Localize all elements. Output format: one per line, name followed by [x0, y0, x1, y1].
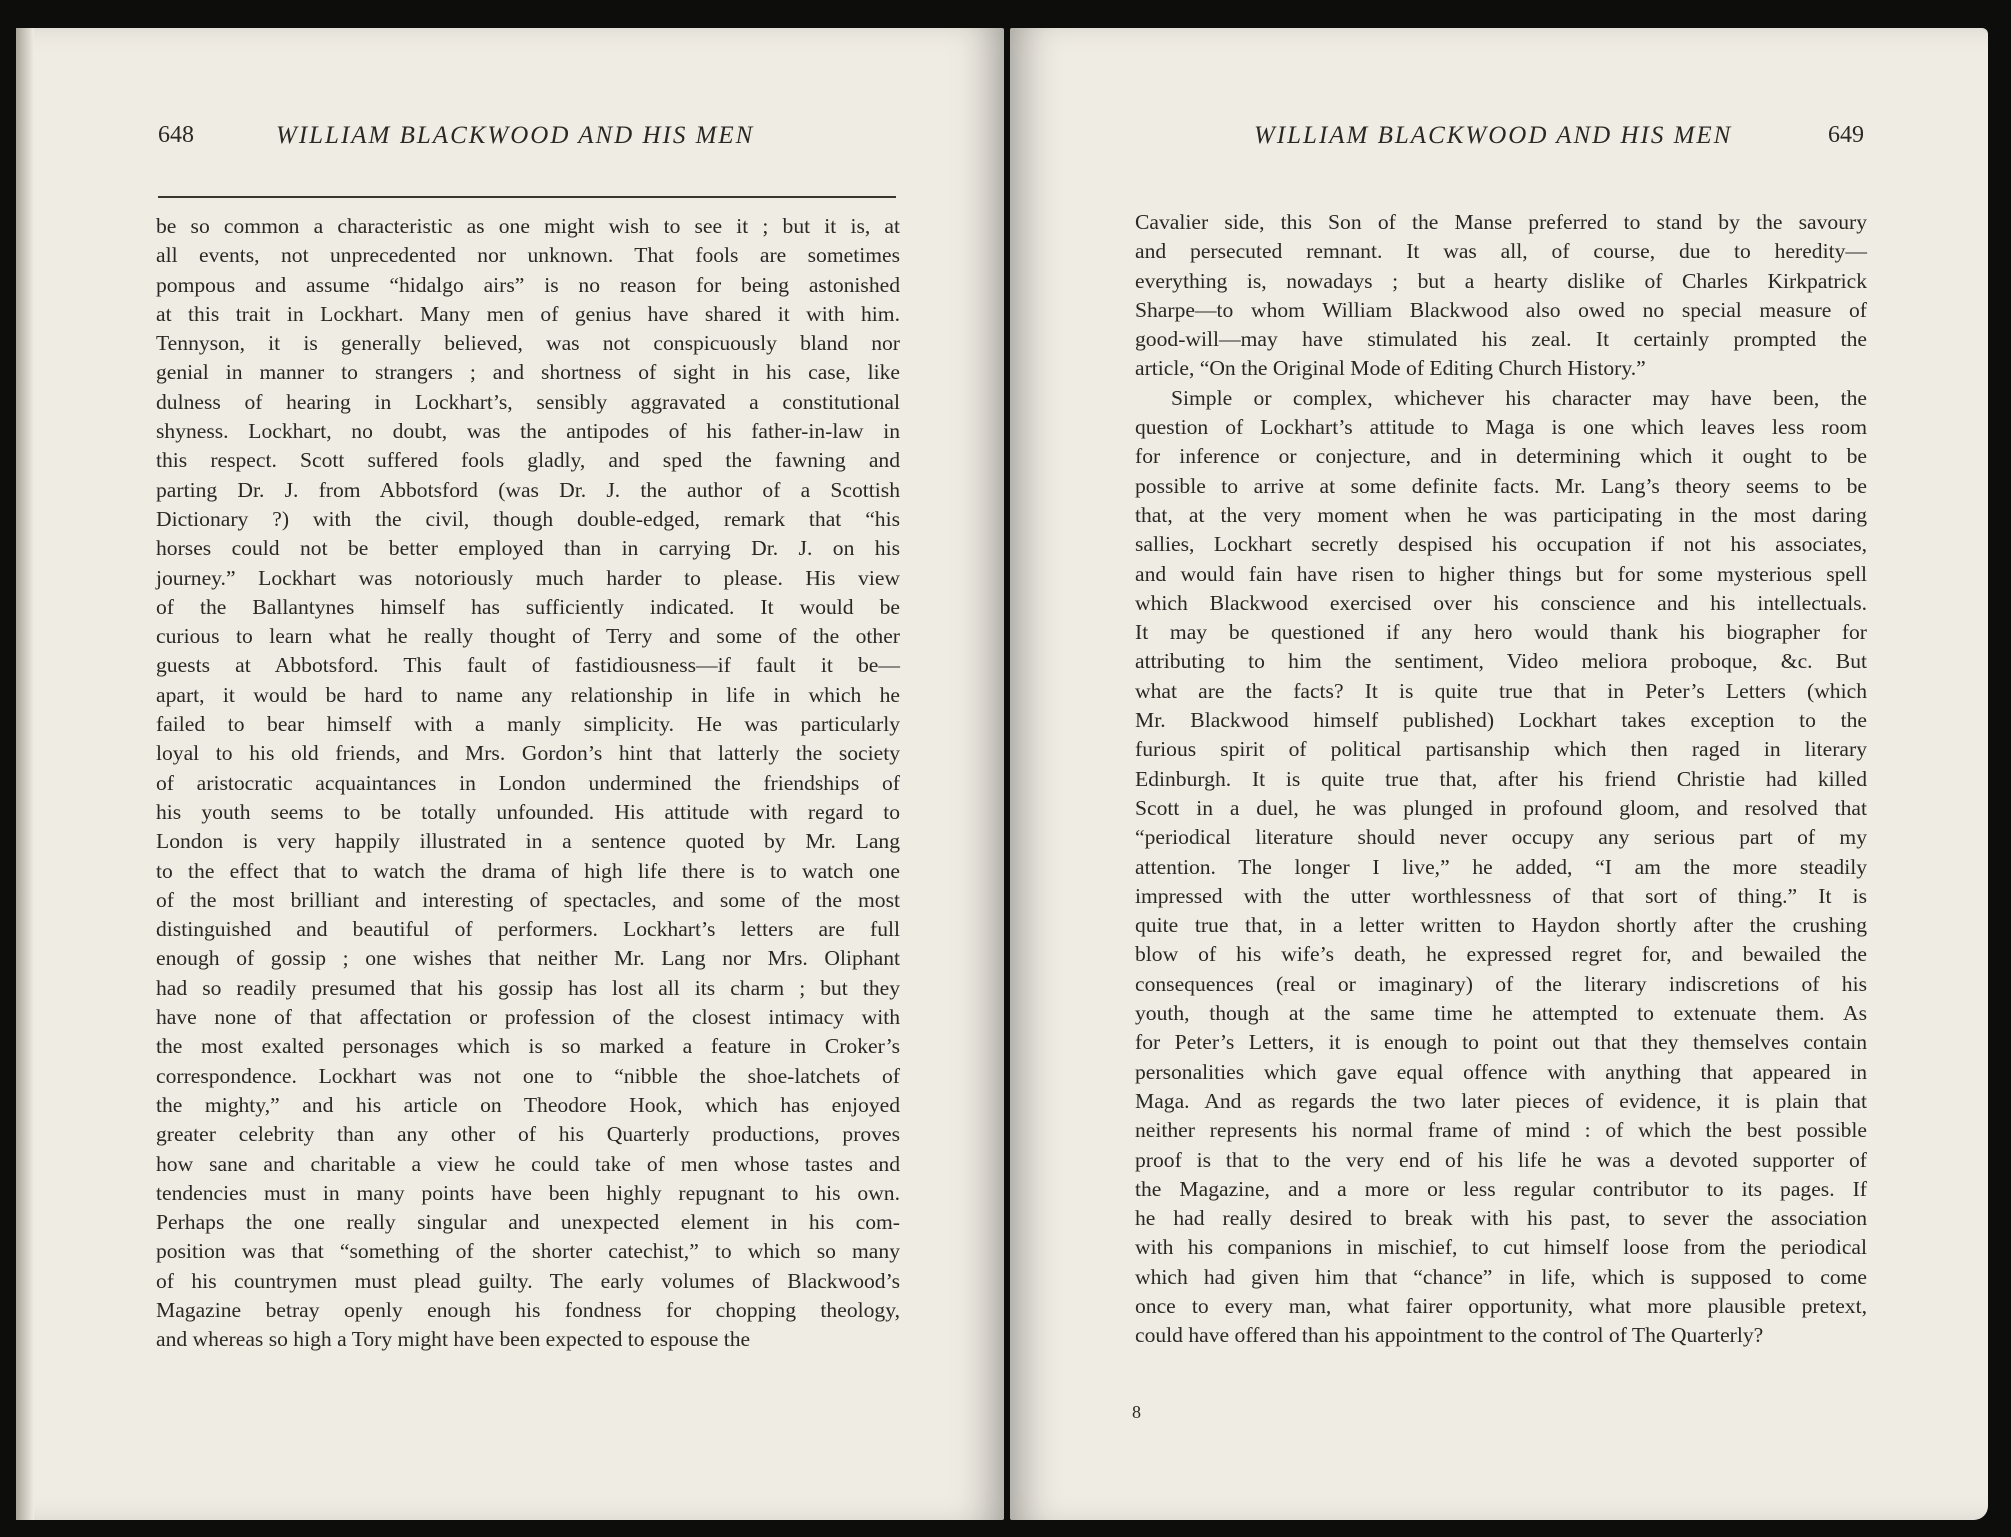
text-line: at this trait in Lockhart. Many men of genius have shared it with him. [156, 301, 900, 326]
text-line: the mighty,” and his article on Theodore Hook, which has enjoyed [156, 1092, 900, 1117]
text-line: the most exalted personages which is so marked a feature in Croker’s [156, 1034, 900, 1059]
text-line: that, at the very moment when he was participating in the most daring [1135, 502, 1867, 527]
header-rule [158, 196, 896, 198]
text-line: article, “On the Original Mode of Editing Church History.” [1135, 356, 1646, 381]
text-line: which Blackwood exercised over his conscience and his intellectuals. [1135, 590, 1867, 615]
text-line: of aristocratic acquaintances in London undermined the friendships of [156, 770, 900, 795]
right-page-text [1135, 208, 1867, 1351]
text-line: Edinburgh. It is quite true that, after his friend Christie had killed [1135, 766, 1867, 791]
text-line: It may be questioned if any hero would thank his biographer for [1135, 620, 1867, 645]
text-line: horses could not be better employed than in carrying Dr. J. on his [156, 536, 900, 561]
text-line: tendencies must in many points have been highly repugnant to his own. [156, 1180, 900, 1205]
text-line: what are the facts? It is quite true that in Peter’s Letters (which [1135, 678, 1867, 703]
text-line: position was that “something of the shorter catechist,” to which so many [156, 1239, 900, 1264]
text-line: blow of his wife’s death, he expressed regret for, and bewailed the [1135, 942, 1867, 967]
text-line: had so readily presumed that his gossip has lost all its charm ; but they [156, 975, 900, 1000]
text-line: Simple or complex, whichever his character may have been, the [1171, 385, 1867, 410]
text-line: parting Dr. J. from Abbotsford (was Dr. J. the author of a Scottish [156, 477, 900, 502]
text-line: failed to bear himself with a manly simplicity. He was particularly [156, 712, 900, 737]
text-line: sallies, Lockhart secretly despised his occupation if not his associates, [1135, 532, 1867, 557]
text-line: attention. The longer I live,” he added, “I am the more steadily [1135, 854, 1867, 879]
text-line: the Magazine, and a more or less regular contributor to its pages. If [1135, 1176, 1867, 1201]
text-line: everything is, nowadays ; but a hearty dislike of Charles Kirkpatrick [1135, 268, 1867, 293]
text-line: “periodical literature should never occupy any serious part of my [1135, 825, 1867, 850]
text-line: London is very happily illustrated in a sentence quoted by Mr. Lang [156, 829, 900, 854]
text-line: guests at Abbotsford. This fault of fastidiousness—if fault it be— [156, 653, 900, 678]
text-line: for Peter’s Letters, it is enough to point out that they themselves contain [1135, 1030, 1867, 1055]
signature-mark: 8 [1132, 1402, 1141, 1422]
text-line: quite true that, in a letter written to Haydon shortly after the crushing [1135, 913, 1867, 938]
text-line: youth, though at the same time he attempted to extenuate them. As [1135, 1001, 1867, 1026]
text-line: question of Lockhart’s attitude to Maga is one which leaves less room [1135, 415, 1867, 440]
right-running-head-title: WILLIAM BLACKWOOD AND HIS MEN [1254, 122, 1733, 149]
right-page-number: 649 [1828, 122, 1864, 148]
text-line: journey.” Lockhart was notoriously much harder to please. His view [156, 565, 900, 590]
text-line: which had given him that “chance” in life, which is supposed to come [1135, 1264, 1867, 1289]
left-running-head-title: WILLIAM BLACKWOOD AND HIS MEN [276, 122, 755, 149]
text-line: Magazine betray openly enough his fondness for chopping theology, [156, 1297, 900, 1322]
text-line: Tennyson, it is generally believed, was not conspicuously bland nor [156, 331, 900, 356]
text-line: have none of that affectation or profession of the closest intimacy with [156, 1005, 900, 1030]
text-line: correspondence. Lockhart was not one to “nibble the shoe-latchets of [156, 1063, 900, 1088]
text-line: Scott in a duel, he was plunged in profound gloom, and resolved that [1135, 795, 1867, 820]
text-line: consequences (real or imaginary) of the literary indiscretions of his [1135, 971, 1867, 996]
text-line: Mr. Blackwood himself published) Lockhart takes exception to the [1135, 708, 1867, 733]
text-line: Dictionary ?) with the civil, though double-edged, remark that “his [156, 506, 900, 531]
text-line: of the Ballantynes himself has sufficiently indicated. It would be [156, 594, 900, 619]
text-line: for inference or conjecture, and in determining which it ought to be [1135, 444, 1867, 469]
text-line: to the effect that to watch the drama of high life there is to watch one [156, 858, 900, 883]
text-line: with his companions in mischief, to cut himself loose from the periodical [1135, 1235, 1867, 1260]
text-line: enough of gossip ; one wishes that neither Mr. Lang nor Mrs. Oliphant [156, 946, 900, 971]
right-running-header [1010, 116, 1988, 156]
text-line: Cavalier side, this Son of the Manse preferred to stand by the savoury [1135, 210, 1867, 234]
text-line: shyness. Lockhart, no doubt, was the antipodes of his father-in-law in [156, 419, 900, 444]
text-line: he had really desired to break with his past, to sever the association [1135, 1206, 1867, 1231]
text-line: Perhaps the one really singular and unexpected element in his com- [156, 1210, 900, 1235]
text-line: of the most brilliant and interesting of spectacles, and some of the most [156, 887, 900, 912]
text-line: furious spirit of political partisanship which then raged in literary [1135, 737, 1867, 762]
text-line: good-will—may have stimulated his zeal. It certainly prompted the [1135, 327, 1867, 352]
text-line: curious to learn what he really thought of Terry and some of the other [156, 624, 900, 649]
text-line: be so common a characteristic as one might wish to see it ; but it is, at [156, 214, 900, 238]
text-line: could have offered than his appointment to the control of The Quarterly? [1135, 1323, 1764, 1348]
text-line: personalities which gave equal offence with anything that appeared in [1135, 1059, 1867, 1084]
text-line: all events, not unprecedented nor unknown. That fools are sometimes [156, 243, 900, 268]
text-line: impressed with the utter worthlessness of that sort of thing.” It is [1135, 883, 1867, 908]
text-line: attributing to him the sentiment, Video meliora proboque, &c. But [1135, 649, 1867, 674]
text-line: this respect. Scott suffered fools gladly, and sped the fawning and [156, 448, 900, 473]
text-line: and persecuted remnant. It was all, of course, due to heredity— [1135, 239, 1867, 264]
text-line: apart, it would be hard to name any relationship in life in which he [156, 682, 900, 707]
text-line: Sharpe—to whom William Blackwood also owed no special measure of [1135, 297, 1867, 322]
text-line: of his countrymen must plead guilty. The early volumes of Blackwood’s [156, 1268, 900, 1293]
text-line: greater celebrity than any other of his Quarterly productions, proves [156, 1122, 900, 1147]
text-line: Maga. And as regards the two later pieces of evidence, it is plain that [1135, 1088, 1867, 1113]
text-line: proof is that to the very end of his life he was a devoted supporter of [1135, 1147, 1867, 1172]
text-line: pompous and assume “hidalgo airs” is no reason for being astonished [156, 272, 900, 297]
text-line: and whereas so high a Tory might have been expected to espouse the [156, 1327, 751, 1352]
text-line: dulness of hearing in Lockhart’s, sensibly aggravated a constitutional [156, 389, 900, 414]
text-line: once to every man, what fairer opportunity, what more plausible pretext, [1135, 1293, 1867, 1318]
text-line: and would fain have risen to higher things but for some mysterious spell [1135, 561, 1867, 586]
text-line: loyal to his old friends, and Mrs. Gordon’s hint that latterly the society [156, 741, 900, 766]
text-line: possible to arrive at some definite facts. Mr. Lang’s theory seems to be [1135, 473, 1867, 498]
text-line: his youth seems to be totally unfounded. His attitude with regard to [156, 799, 900, 824]
left-page-text [156, 212, 900, 1355]
right-page [1010, 28, 1988, 1520]
text-line: how sane and charitable a view he could take of men whose tastes and [156, 1151, 900, 1176]
text-line: neither represents his normal frame of mind : of which the best possible [1135, 1118, 1867, 1143]
left-page-number: 648 [158, 122, 194, 148]
text-line: distinguished and beautiful of performers. Lockhart’s letters are full [156, 917, 900, 942]
text-line: genial in manner to strangers ; and shortness of sight in his case, like [156, 360, 900, 385]
left-page [16, 28, 1004, 1520]
left-running-header [16, 116, 1004, 156]
